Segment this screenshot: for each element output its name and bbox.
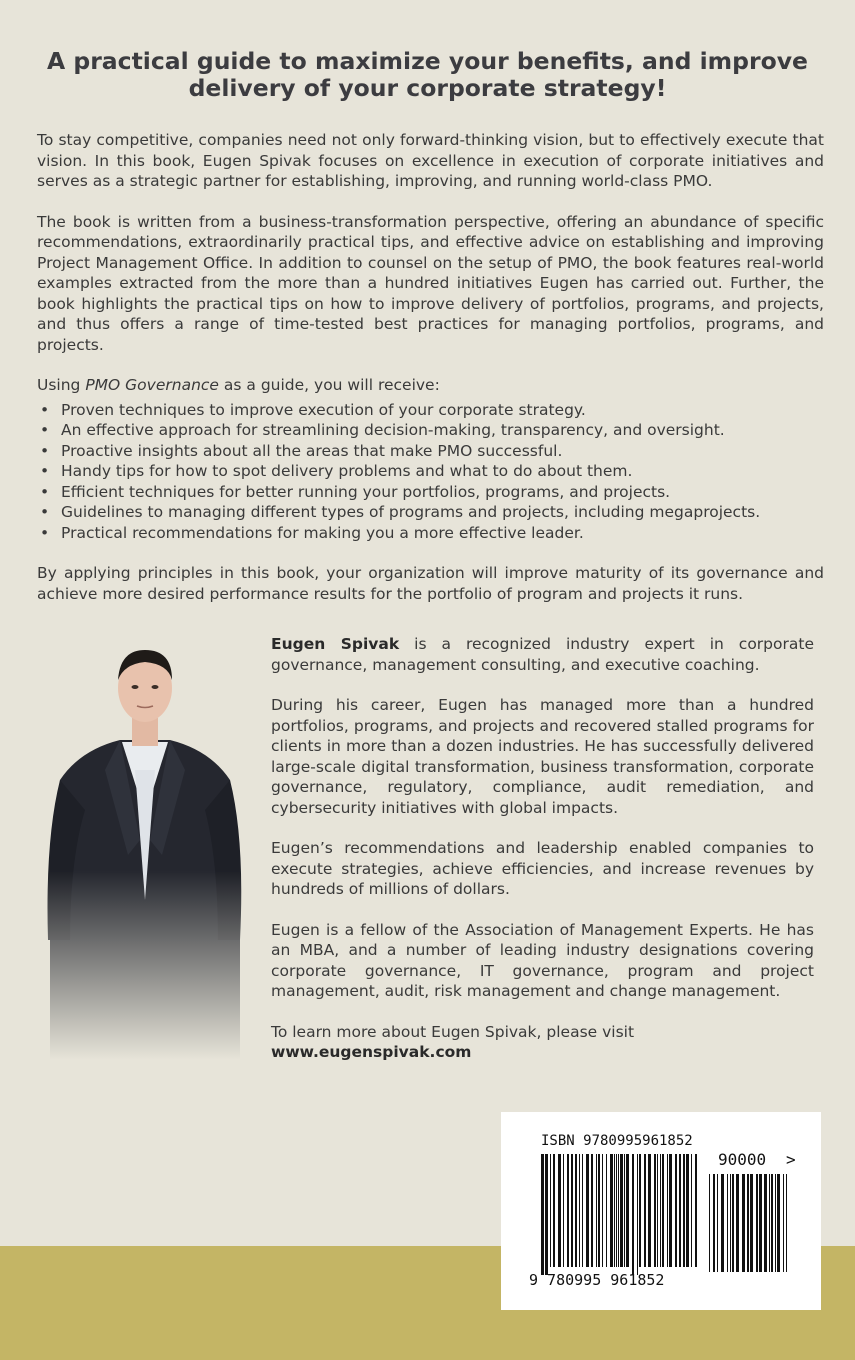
barcode-bar bbox=[541, 1154, 544, 1275]
benefit-item: • Practical recommendations for making you a more effective leader. bbox=[37, 523, 824, 544]
barcode-bar bbox=[575, 1154, 577, 1267]
barcode-bar bbox=[660, 1154, 661, 1267]
barcode-digits: 9 780995 961852 bbox=[529, 1271, 665, 1289]
barcode-bar bbox=[558, 1154, 561, 1267]
barcode-bar bbox=[637, 1154, 638, 1275]
book-title: PMO Governance bbox=[85, 376, 219, 394]
barcode-bar bbox=[713, 1174, 715, 1272]
barcode-bar bbox=[777, 1174, 780, 1272]
barcode-bar bbox=[639, 1154, 641, 1267]
barcode-bar bbox=[550, 1154, 551, 1267]
barcode-bar bbox=[606, 1154, 607, 1267]
barcode-bar bbox=[736, 1174, 739, 1272]
barcode-bar bbox=[662, 1154, 664, 1267]
bio-paragraph-4: Eugen is a fellow of the Association of Management Experts. He has an MBA, and a number of leading industry designations covering corporate governance, IT governance, program and project management, audit, risk management and change management. bbox=[271, 920, 814, 1000]
barcode-bar bbox=[614, 1154, 615, 1267]
barcode-bar bbox=[742, 1174, 745, 1272]
bio-visit-text: To learn more about Eugen Spivak, please visit bbox=[271, 1022, 635, 1041]
benefit-item: • Handy tips for how to spot delivery problems and what to do about them. bbox=[37, 461, 824, 482]
barcode-bar bbox=[759, 1174, 762, 1272]
website-link[interactable]: www.eugenspivak.com bbox=[271, 1043, 472, 1061]
barcode-bar bbox=[571, 1154, 573, 1267]
bio-paragraph-2: During his career, Eugen has managed more than a hundred portfolios, programs, and projects and recovered stalled programs for clients in more than a dozen industries. He has successfully delivered large-scale digital transformation, business transformation, corporate governance, regulatory, compliance, audit remediation, and cybersecurity initiatives with global impacts. bbox=[271, 696, 814, 817]
barcode-bar bbox=[553, 1154, 555, 1267]
barcode-bar bbox=[683, 1154, 685, 1267]
price-arrow: > bbox=[786, 1150, 796, 1169]
barcode-bar bbox=[756, 1174, 758, 1272]
bullet-lead-suffix: as a guide, you will receive: bbox=[218, 376, 440, 394]
intro-section bbox=[37, 130, 824, 624]
barcode-bar bbox=[586, 1154, 589, 1267]
benefit-item: • Proven techniques to improve execution of your corporate strategy. bbox=[37, 400, 824, 421]
barcode-bar bbox=[679, 1154, 681, 1267]
barcode-bar bbox=[596, 1154, 597, 1267]
barcode-bar bbox=[620, 1154, 623, 1267]
barcode-bar bbox=[709, 1174, 710, 1272]
barcode-bar bbox=[730, 1174, 731, 1272]
barcode-bar bbox=[775, 1174, 776, 1272]
closing-paragraph: By applying principles in this book, your organization will improve maturity of its governance and achieve more desired performance results for the portfolio of program and projects it runs. bbox=[37, 564, 824, 603]
barcode-bar bbox=[618, 1154, 619, 1267]
barcode-bar bbox=[783, 1174, 784, 1272]
barcode-bar bbox=[598, 1154, 600, 1267]
author-bio bbox=[271, 634, 814, 1063]
barcode-bar bbox=[764, 1174, 767, 1272]
intro-paragraph-2: The book is written from a business-transformation perspective, offering an abundance of specific recommendations, extraordinarily practical tips, and effective advice on establishing and improving Project Management Office. In addition to counsel on the setup of PMO, the book features real-world examples extracted from the more than a hundred initiatives Eugen has carried out. Further, the book highlights the practical tips on how to improve delivery of portfolios, programs, and projects, and thus offers a range of time-tested best practices for managing portfolios, programs, and projects. bbox=[37, 212, 824, 354]
author-name: Eugen Spivak bbox=[271, 635, 400, 653]
isbn-label: ISBN 9780995961852 bbox=[541, 1133, 693, 1149]
price-code: 90000 bbox=[718, 1150, 767, 1169]
barcode-bar bbox=[721, 1174, 724, 1272]
bullet-lead-prefix: Using bbox=[37, 376, 86, 394]
main-barcode-bars bbox=[541, 1154, 697, 1275]
barcode-bar bbox=[626, 1154, 629, 1267]
benefits-list bbox=[37, 400, 824, 544]
barcode-bar bbox=[579, 1154, 580, 1267]
benefit-item: • An effective approach for streamlining decision-making, transparency, and oversight. bbox=[37, 420, 824, 441]
barcode-bar bbox=[567, 1154, 569, 1267]
barcode-bar bbox=[691, 1154, 692, 1267]
barcode-bar bbox=[654, 1154, 656, 1267]
barcode-bar bbox=[648, 1154, 651, 1267]
barcode-bar bbox=[582, 1154, 583, 1267]
isbn-barcode bbox=[501, 1112, 821, 1310]
barcode-bar bbox=[624, 1154, 625, 1267]
barcode-bar bbox=[686, 1154, 689, 1267]
barcode-bar bbox=[771, 1174, 773, 1272]
bio-paragraph-3: Eugen’s recommendations and leadership enabled companies to execute strategies, achieve efficiencies, and increase revenues by hundreds of millions of dollars. bbox=[271, 839, 814, 898]
barcode-bar bbox=[667, 1154, 668, 1267]
barcode-bar bbox=[786, 1174, 787, 1272]
barcode-bar bbox=[657, 1154, 658, 1267]
barcode-bar bbox=[669, 1154, 672, 1267]
barcode-bar bbox=[732, 1174, 734, 1272]
barcode-bar bbox=[695, 1154, 697, 1267]
benefit-item: • Guidelines to managing different types of programs and projects, including megaprojects. bbox=[37, 502, 824, 523]
barcode-bar bbox=[750, 1174, 753, 1272]
barcode-bar bbox=[616, 1154, 617, 1267]
barcode-bar bbox=[563, 1154, 564, 1267]
barcode-bar bbox=[675, 1154, 677, 1267]
barcode-bar bbox=[727, 1174, 728, 1272]
barcode-bar bbox=[632, 1154, 634, 1275]
barcode-bar bbox=[545, 1154, 548, 1275]
benefit-item: • Proactive insights about all the areas that make PMO successful. bbox=[37, 441, 824, 462]
barcode-bar bbox=[591, 1154, 593, 1267]
barcode-bar bbox=[769, 1174, 770, 1272]
bio-paragraph-1 bbox=[271, 634, 814, 675]
barcode-bar bbox=[610, 1154, 613, 1267]
author-photo bbox=[40, 640, 250, 1060]
barcode-bar bbox=[644, 1154, 646, 1267]
barcode-bar bbox=[602, 1154, 603, 1267]
bullet-lead bbox=[37, 375, 824, 396]
bio-paragraph-1-rest: is a recognized industry expert in corporate governance, management consulting, and executive coaching. bbox=[271, 635, 814, 674]
addon-barcode-bars bbox=[709, 1174, 787, 1272]
intro-paragraph-1: To stay competitive, companies need not only forward-thinking vision, but to effectively execute that vision. In this book, Eugen Spivak focuses on excellence in execution of corporate initiatives and serves as a strategic partner for establishing, improving, and running world-class PMO. bbox=[37, 131, 824, 190]
barcode-bar bbox=[747, 1174, 749, 1272]
barcode-bar bbox=[717, 1174, 718, 1272]
headline: A practical guide to maximize your benefits, and improve delivery of your corporate strategy! bbox=[47, 47, 808, 102]
benefit-item: • Efficient techniques for better running your portfolios, programs, and projects. bbox=[37, 482, 824, 503]
bio-paragraph-5 bbox=[271, 1022, 814, 1063]
